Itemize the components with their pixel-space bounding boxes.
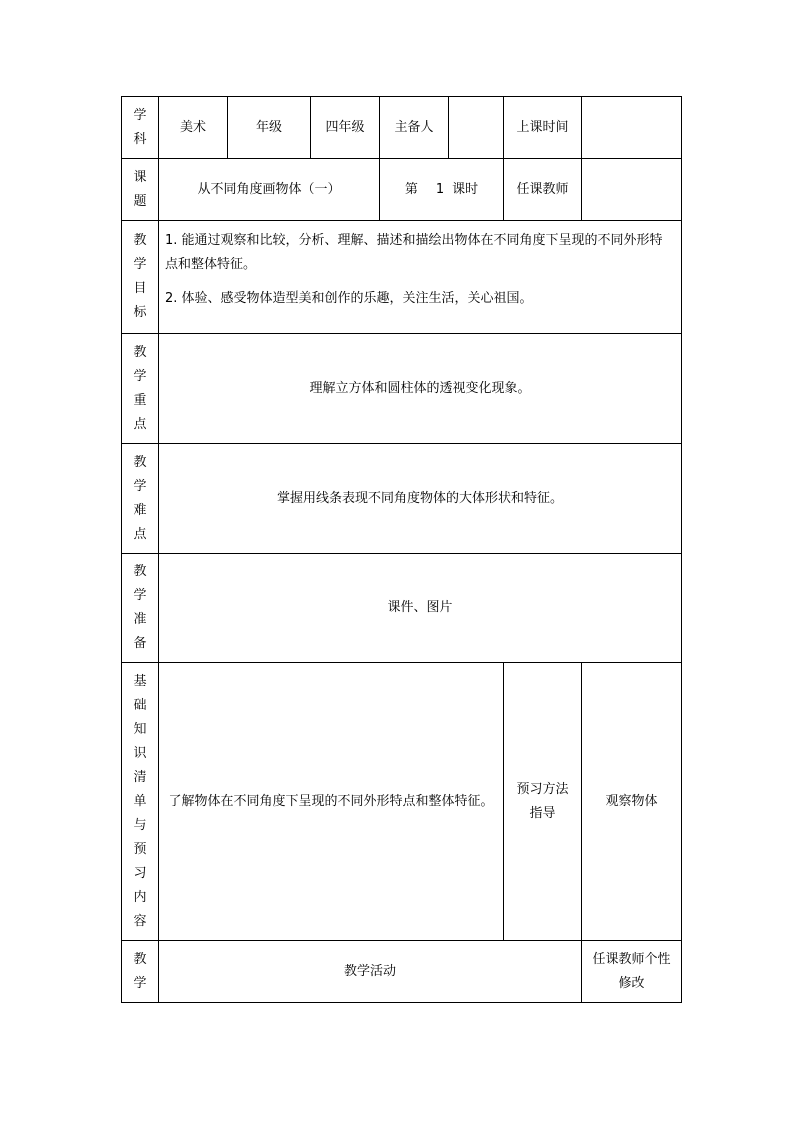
preview-method-value: 观察物体 bbox=[582, 663, 682, 941]
key-points-row bbox=[122, 334, 682, 444]
difficulties-label-char: 难 bbox=[133, 502, 147, 518]
preparer-label: 主备人 bbox=[380, 97, 449, 159]
teacher-label: 任课教师 bbox=[504, 159, 582, 221]
preparation-label-char: 学 bbox=[133, 588, 147, 603]
basics-label-char: 容 bbox=[133, 913, 147, 929]
activity-label-char: 教 bbox=[133, 951, 147, 967]
lesson-plan-table bbox=[121, 96, 682, 1003]
subject-label-char: 学 bbox=[133, 107, 147, 123]
basics-label-char: 习 bbox=[133, 865, 147, 881]
difficulties-label bbox=[122, 444, 159, 554]
subject-value: 美术 bbox=[159, 97, 228, 159]
basics-label-char: 识 bbox=[133, 745, 147, 761]
key-points-text: 理解立方体和圆柱体的透视变化现象。 bbox=[159, 334, 682, 444]
lesson-suffix: 课时 bbox=[452, 181, 479, 197]
difficulties-text: 掌握用线条表现不同角度物体的大体形状和特征。 bbox=[159, 444, 682, 554]
goals-row bbox=[122, 221, 682, 334]
basics-label-char: 基 bbox=[133, 673, 147, 689]
goal-item: 1. 能通过观察和比较，分析、理解、描述和描绘出物体在不同角度下呈现的不同外形特点和整体特征。 bbox=[165, 233, 663, 272]
goals-label-char: 学 bbox=[133, 257, 147, 272]
grade-label: 年级 bbox=[228, 97, 311, 159]
lesson-count bbox=[380, 159, 504, 221]
difficulties-label-char: 教 bbox=[133, 454, 147, 470]
time-label: 上课时间 bbox=[504, 97, 582, 159]
basics-label-char: 单 bbox=[133, 793, 147, 809]
difficulties-label-char: 学 bbox=[133, 478, 147, 494]
goal-item: 2. 体验、感受物体造型美和创作的乐趣，关注生活，关心祖国。 bbox=[165, 291, 533, 306]
activity-label bbox=[122, 941, 159, 1003]
topic-label-char: 题 bbox=[133, 193, 147, 209]
key-points-label-char: 学 bbox=[133, 368, 147, 384]
goals-label-char: 教 bbox=[133, 233, 147, 248]
goals-content bbox=[159, 221, 682, 334]
lesson-prefix: 第 bbox=[404, 181, 418, 197]
topic-title: 从不同角度画物体（一） bbox=[159, 159, 380, 221]
goals-label bbox=[122, 221, 159, 334]
topic-row bbox=[122, 159, 682, 221]
time-value bbox=[582, 97, 682, 159]
preparation-label-char: 备 bbox=[133, 636, 147, 651]
basics-label-char: 预 bbox=[133, 841, 147, 857]
preparation-row bbox=[122, 554, 682, 663]
key-points-label-char: 教 bbox=[133, 344, 147, 360]
subject-label-char: 科 bbox=[133, 131, 147, 147]
preparation-label bbox=[122, 554, 159, 663]
header-row bbox=[122, 97, 682, 159]
key-points-label-char: 点 bbox=[133, 416, 147, 432]
preview-method-label: 预习方法指导 bbox=[504, 663, 582, 941]
preparer-value bbox=[449, 97, 504, 159]
basics-label-char: 清 bbox=[133, 769, 147, 785]
basics-label-char: 内 bbox=[133, 889, 147, 905]
goals-label-char: 目 bbox=[133, 281, 147, 296]
subject-label bbox=[122, 97, 159, 159]
personal-revision-label: 任课教师个性修改 bbox=[582, 941, 682, 1003]
basics-text: 了解物体在不同角度下呈现的不同外形特点和整体特征。 bbox=[159, 663, 504, 941]
goals-label-char: 标 bbox=[133, 305, 147, 320]
topic-label-char: 课 bbox=[133, 169, 147, 185]
key-points-label-char: 重 bbox=[133, 392, 147, 408]
basics-row bbox=[122, 663, 682, 941]
topic-label bbox=[122, 159, 159, 221]
difficulties-label-char: 点 bbox=[133, 526, 147, 542]
grade-value: 四年级 bbox=[311, 97, 380, 159]
preparation-label-char: 准 bbox=[133, 612, 147, 627]
activity-label-char: 学 bbox=[133, 975, 147, 991]
activity-header: 教学活动 bbox=[159, 941, 582, 1003]
lesson-number: 1 bbox=[435, 181, 445, 197]
activity-row bbox=[122, 941, 682, 1003]
basics-label-char: 础 bbox=[133, 697, 147, 713]
basics-label-char: 与 bbox=[133, 817, 147, 833]
basics-label-char: 知 bbox=[133, 721, 147, 737]
preparation-label-char: 教 bbox=[133, 564, 147, 579]
basics-label bbox=[122, 663, 159, 941]
difficulties-row bbox=[122, 444, 682, 554]
teacher-value bbox=[582, 159, 682, 221]
key-points-label bbox=[122, 334, 159, 444]
preparation-text: 课件、图片 bbox=[159, 554, 682, 663]
